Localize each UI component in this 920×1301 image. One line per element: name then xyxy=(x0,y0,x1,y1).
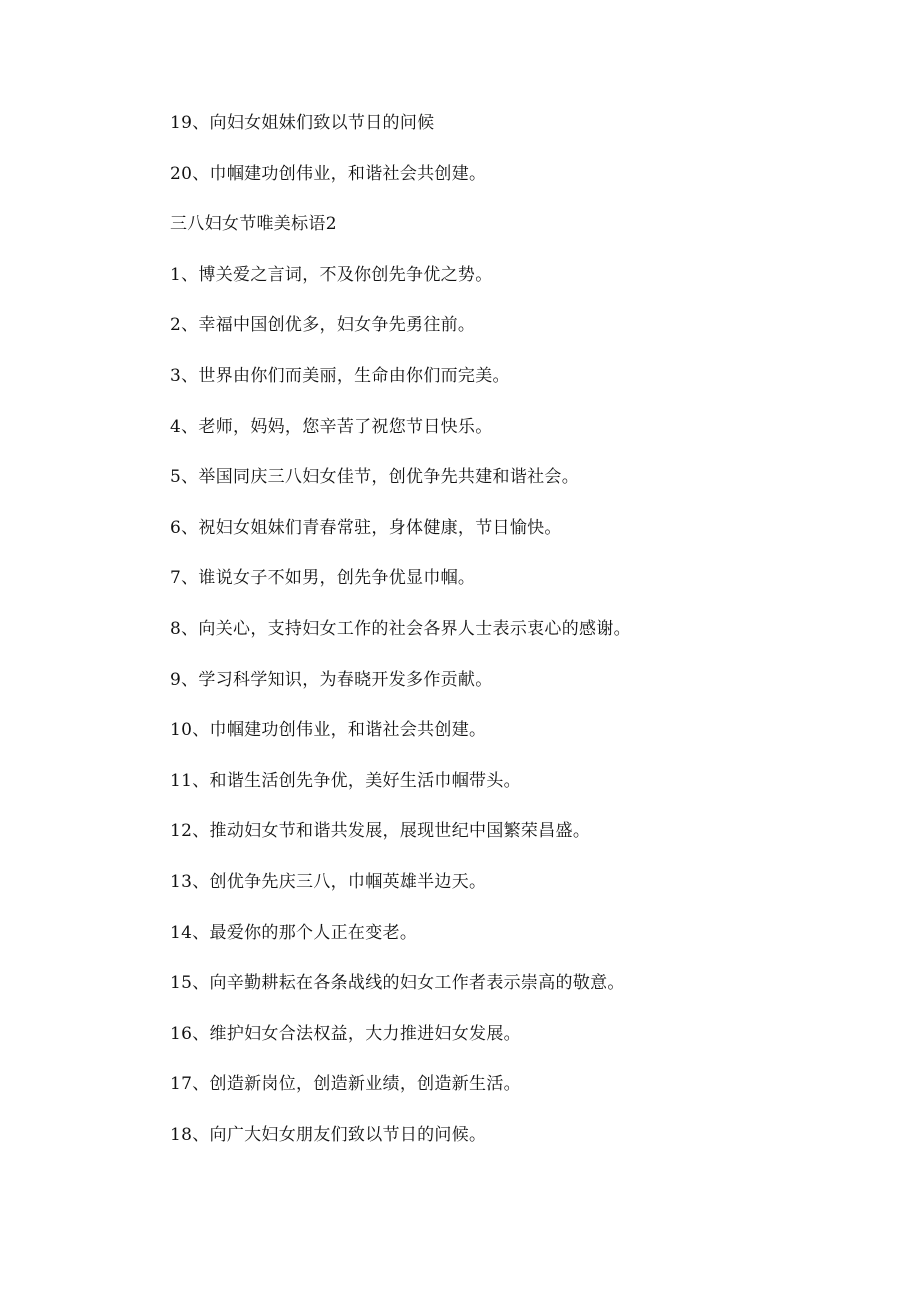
slogan-line-8: 8、向关心，支持妇女工作的社会各界人士表示衷心的感谢。 xyxy=(170,618,631,639)
slogan-line-16: 16、维护妇女合法权益，大力推进妇女发展。 xyxy=(170,1023,521,1044)
slogan-line-20: 20、巾帼建功创伟业，和谐社会共创建。 xyxy=(170,163,487,184)
slogan-line-17: 17、创造新岗位，创造新业绩，创造新生活。 xyxy=(170,1074,521,1095)
section-heading: 三八妇女节唯美标语2 xyxy=(170,214,337,235)
slogan-line-7: 7、谁说女子不如男，创先争优显巾帼。 xyxy=(170,568,476,589)
slogan-line-15: 15、向辛勤耕耘在各条战线的妇女工作者表示崇高的敬意。 xyxy=(170,973,625,994)
slogan-line-11: 11、和谐生活创先争优，美好生活巾帼带头。 xyxy=(170,770,521,791)
slogan-list xyxy=(170,109,870,1171)
slogan-line-4: 4、老师，妈妈，您辛苦了祝您节日快乐。 xyxy=(170,416,493,437)
slogan-line-6: 6、祝妇女姐妹们青春常驻，身体健康，节日愉快。 xyxy=(170,517,562,538)
slogan-line-2: 2、幸福中国创优多，妇女争先勇往前。 xyxy=(170,315,476,336)
slogan-line-9: 9、学习科学知识，为春晓开发多作贡献。 xyxy=(170,669,493,690)
slogan-line-3: 3、世界由你们而美丽，生命由你们而完美。 xyxy=(170,365,510,386)
slogan-line-10: 10、巾帼建功创伟业，和谐社会共创建。 xyxy=(170,720,487,741)
slogan-line-14: 14、最爱你的那个人正在变老。 xyxy=(170,922,418,943)
slogan-line-5: 5、举国同庆三八妇女佳节，创优争先共建和谐社会。 xyxy=(170,467,580,488)
slogan-line-18: 18、向广大妇女朋友们致以节日的问候。 xyxy=(170,1124,487,1145)
slogan-line-13: 13、创优争先庆三八，巾帼英雄半边天。 xyxy=(170,871,487,892)
slogan-line-12: 12、推动妇女节和谐共发展，展现世纪中国繁荣昌盛。 xyxy=(170,821,591,842)
slogan-line-19: 19、向妇女姐妹们致以节日的问候 xyxy=(170,113,435,133)
slogan-line-1: 1、博关爱之言词，不及你创先争优之势。 xyxy=(170,264,493,285)
